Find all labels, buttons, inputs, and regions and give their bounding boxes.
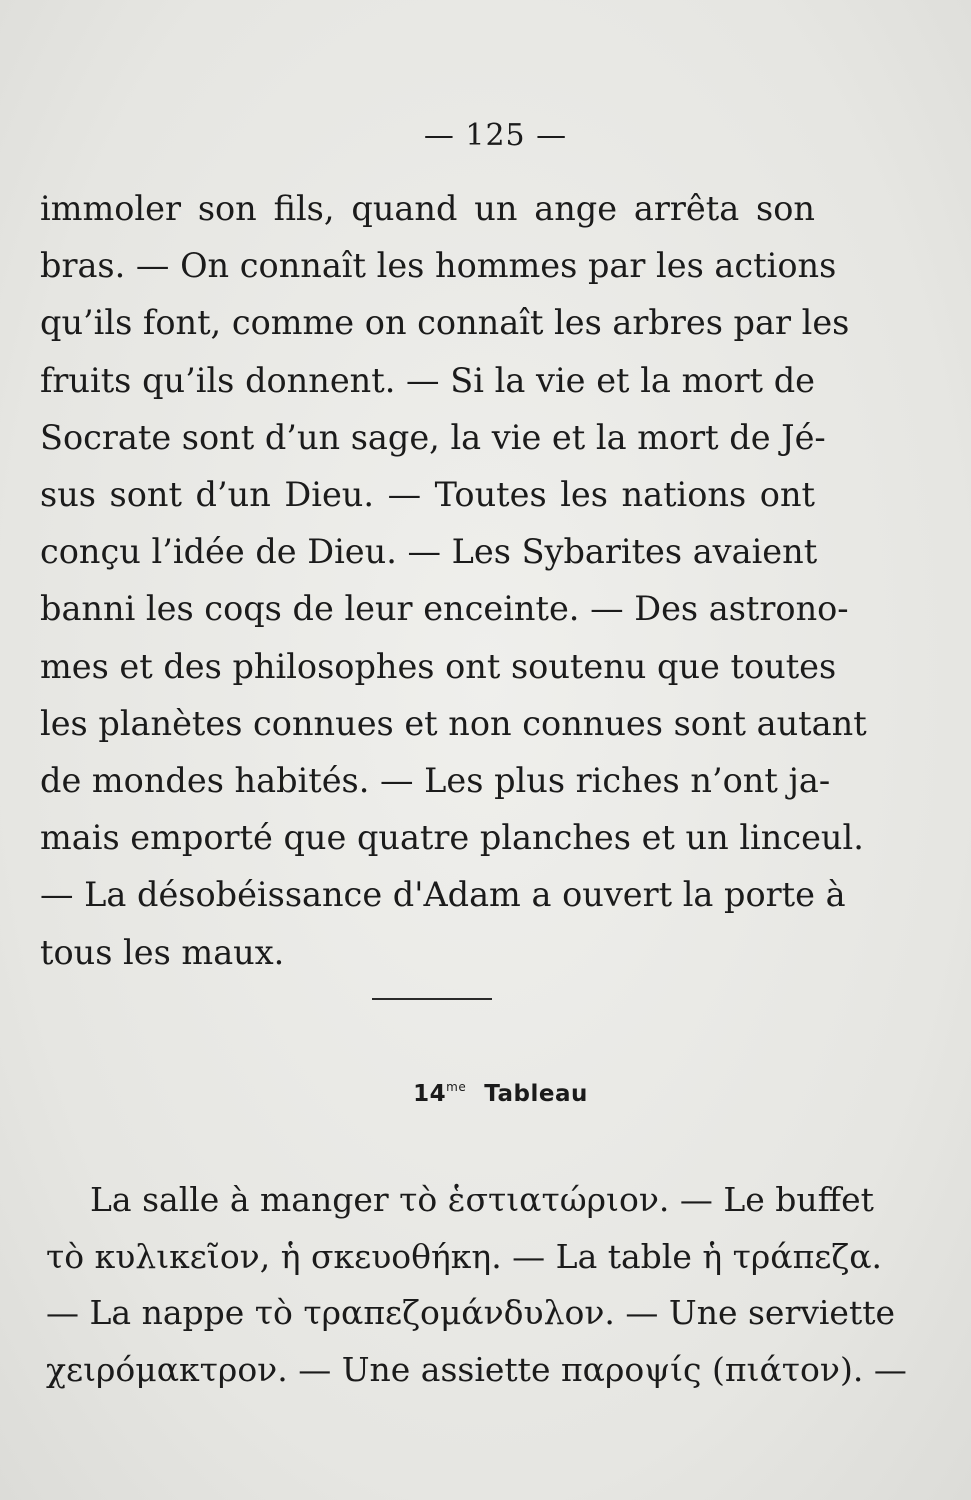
text-line: bras. — On connaît les hommes par les actions [40, 246, 837, 286]
text-line: Socrate sont d’un sage, la vie et la mort de Jé- [40, 417, 826, 457]
vocab-line: χειρόμακτρον. — Une assiette παροψίς (πιάτον). — [46, 1349, 907, 1389]
text-line: fruits qu’ils donnent. — Si la vie et la mort de [40, 360, 815, 400]
text-line: mais emporté que quatre planches et un linceul. [40, 818, 864, 858]
page-number: — 125 — [423, 118, 568, 153]
section-number-suffix: me [446, 1080, 467, 1094]
body-paragraph [40, 180, 867, 981]
text-line: les planètes connues et non connues sont autant [40, 703, 867, 743]
text-line: de mondes habités. — Les plus riches n’ont ja- [40, 761, 831, 801]
text-line: sus sont d’un Dieu. — Toutes les nations ont [40, 475, 815, 515]
vocab-line: La salle à manger τὸ ἑστιατώριον. — Le buffet [90, 1180, 874, 1219]
text-line: immoler son fils, quand un ange arrêta son [40, 189, 815, 228]
text-line: mes et des philosophes ont soutenu que toutes [40, 646, 837, 686]
section-divider [372, 998, 492, 1000]
text-line: — La désobéissance d'Adam a ouvert la porte à [40, 875, 846, 915]
vocab-line: τὸ κυλικεῖον, ἡ σκευοθήκη. — La table ἡ τράπεζα. [46, 1236, 883, 1276]
text-line: qu’ils font, comme on connaît les arbres par les [40, 303, 850, 343]
text-line: conçu l’idée de Dieu. — Les Sybarites avaient [40, 532, 818, 572]
text-line: banni les coqs de leur enceinte. — Des astrono- [40, 589, 849, 629]
section-title: Tableau [484, 1081, 588, 1107]
vocabulary-paragraph [46, 1172, 907, 1398]
section-number: 14 [413, 1081, 447, 1107]
section-heading [0, 1080, 971, 1107]
text-line: tous les maux. [40, 932, 285, 972]
vocab-line: — La nappe τὸ τραπεζομάνδυλον. — Une serviette [46, 1293, 895, 1332]
